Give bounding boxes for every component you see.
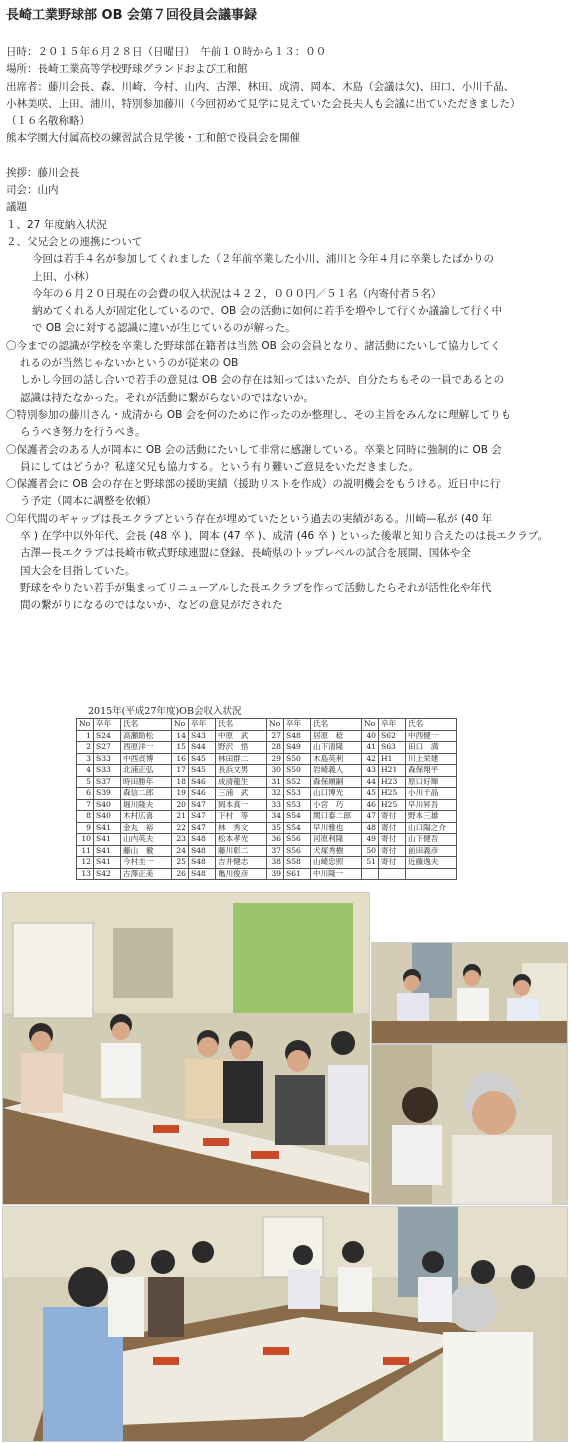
table-cell <box>379 868 406 880</box>
table-cell: 河原利隆 <box>311 834 362 846</box>
table-cell: 長浜文男 <box>216 765 267 777</box>
table-cell: 7 <box>77 799 94 811</box>
table-cell: S37 <box>94 776 121 788</box>
minutes-line: 納めてくれる人が固定化しているので、OB 会の活動に如何に若手を増やして行くか議論して行く中 <box>32 305 503 318</box>
table-header-cell: 氏名 <box>121 719 172 731</box>
table-cell: S27 <box>94 742 121 754</box>
table-cell: 4 <box>77 765 94 777</box>
blank-line <box>6 148 566 165</box>
table-cell: S33 <box>94 753 121 765</box>
table-cell: 8 <box>77 811 94 823</box>
table-cell: S56 <box>284 845 311 857</box>
table-cell: 6 <box>77 788 94 800</box>
table-cell: 林 秀文 <box>216 822 267 834</box>
table-cell: H21 <box>379 765 406 777</box>
table-cell: 16 <box>172 753 189 765</box>
table-cell: 今村圭一 <box>121 857 172 869</box>
meeting-photo-bottom <box>2 1206 568 1442</box>
table-header-cell: 氏名 <box>311 719 362 731</box>
table-cell: 山下清隆 <box>311 742 362 754</box>
table-header-cell: No <box>267 719 284 731</box>
table-cell: S43 <box>189 730 216 742</box>
table-cell: 28 <box>267 742 284 754</box>
table-cell: S62 <box>379 730 406 742</box>
table-cell: S24 <box>94 730 121 742</box>
table-cell: 田口 満 <box>406 742 457 754</box>
table-cell: 寄付 <box>379 811 406 823</box>
table-cell: 関口泰二郎 <box>311 811 362 823</box>
table-header-cell: No <box>172 719 189 731</box>
table-cell: 森信二郎 <box>121 788 172 800</box>
table-header-row <box>77 719 457 731</box>
table-cell: 金丸 裕 <box>121 822 172 834</box>
table-cell: 小宮 巧 <box>311 799 362 811</box>
table-cell: 成清龍生 <box>216 776 267 788</box>
table-cell: 26 <box>172 868 189 880</box>
table-caption: 2015年(平成27年度)OB会収入状況 <box>88 706 242 717</box>
income-table-section <box>76 706 486 880</box>
table-cell: S53 <box>284 799 311 811</box>
table-cell: 1 <box>77 730 94 742</box>
table-cell: 35 <box>267 822 284 834</box>
minutes-line: 今回は若手４名が参加してくれました（２年前卒業した小川、浦川と今年４月に卒業したばかりの <box>32 253 494 266</box>
minutes-line: 認識は持たなかった。それが活動に繋がらないのではないか。 <box>20 391 314 404</box>
minutes-line: 古澤—長エクラブは長崎市軟式野球連盟に登録、長崎県のトップレベルの試合を展開、国体や全 <box>20 547 471 560</box>
table-cell: 高瀬助松 <box>121 730 172 742</box>
table-cell: 48 <box>362 822 379 834</box>
table-cell: 野本三雄 <box>406 811 457 823</box>
table-cell: 寄付 <box>379 834 406 846</box>
table-cell: S48 <box>189 857 216 869</box>
table-cell: 13 <box>77 868 94 880</box>
table-cell: 岡本真一 <box>216 799 267 811</box>
table-cell: S56 <box>284 834 311 846</box>
table-cell: S40 <box>94 811 121 823</box>
table-cell: 時田勝年 <box>121 776 172 788</box>
minutes-line: 出席者：藤川会長、森、川崎、今村、山内、古澤、林田、成清、岡本、木島（会議は欠)、田口、小川千晶、 <box>6 80 515 93</box>
table-cell: 38 <box>267 857 284 869</box>
table-cell: S41 <box>94 845 121 857</box>
table-cell: 中川隆一 <box>311 868 362 880</box>
minutes-line: １、27 年度納入状況 <box>6 218 107 231</box>
minutes-line: 〇保護者会に OB 会の存在と野球部の援助実績（援助リストを作成）の説明機会をもうける。近日中に行 <box>6 478 501 491</box>
table-cell: 藤山 徹 <box>121 845 172 857</box>
table-cell: 西原洋一 <box>121 742 172 754</box>
minutes-line: う予定（岡本に調整を依頼） <box>20 495 157 508</box>
table-cell: 34 <box>267 811 284 823</box>
minutes-line: 野球をやりたい若手が集まってリニューアルした長エクラブを作って活動したらそれが活性化や年代 <box>20 581 492 594</box>
table-cell: S47 <box>189 811 216 823</box>
table-cell: 47 <box>362 811 379 823</box>
table-cell: S48 <box>189 845 216 857</box>
table-row <box>77 788 457 800</box>
table-cell: 23 <box>172 834 189 846</box>
minutes-line: 国大会を目指していた。 <box>20 564 136 577</box>
table-row <box>77 845 457 857</box>
table-cell: S46 <box>189 788 216 800</box>
table-cell: S54 <box>284 822 311 834</box>
table-cell: 前田義彦 <box>406 845 457 857</box>
table-cell: 山口博光 <box>311 788 362 800</box>
minutes-line: 挨拶：藤川会長 <box>6 166 80 179</box>
table-header-cell: 卒年 <box>379 719 406 731</box>
table-cell: 木島英利 <box>311 753 362 765</box>
table-row <box>77 857 457 869</box>
table-cell: 27 <box>267 730 284 742</box>
table-row <box>77 776 457 788</box>
table-cell: S54 <box>284 811 311 823</box>
table-header-cell: 氏名 <box>216 719 267 731</box>
table-cell: 近藤逸夫 <box>406 857 457 869</box>
minutes-line: れるのが当然じゃないかというのが従来の OB <box>20 357 239 370</box>
table-cell: 29 <box>267 753 284 765</box>
table-cell: S53 <box>284 788 311 800</box>
table-row <box>77 799 457 811</box>
table-cell: 51 <box>362 857 379 869</box>
table-cell: 46 <box>362 799 379 811</box>
table-cell: S41 <box>94 834 121 846</box>
minutes-body <box>6 44 566 615</box>
table-cell: 山下健吾 <box>406 834 457 846</box>
table-cell: 3 <box>77 753 94 765</box>
table-cell: 31 <box>267 776 284 788</box>
table-cell: 15 <box>172 742 189 754</box>
table-cell: 寄付 <box>379 857 406 869</box>
table-cell: S58 <box>284 857 311 869</box>
table-cell: 14 <box>172 730 189 742</box>
table-cell: 45 <box>362 788 379 800</box>
table-cell: S44 <box>189 742 216 754</box>
table-row <box>77 834 457 846</box>
minutes-line: 場所：長崎工業高等学校野球グランドおよび工和館 <box>6 63 248 76</box>
table-row <box>77 730 457 742</box>
table-cell: 42 <box>362 753 379 765</box>
table-cell: 寄付 <box>379 845 406 857</box>
table-cell: 中西健一 <box>406 730 457 742</box>
table-cell: 堀川隆夫 <box>121 799 172 811</box>
minutes-line: 〇保護者会のある人が岡本に OB 会の活動にたいして非常に感謝している。卒業と同時に強制的に OB 会 <box>6 443 502 456</box>
table-cell: 11 <box>77 845 94 857</box>
meeting-photo-right <box>371 1044 568 1205</box>
table-cell: 下村 等 <box>216 811 267 823</box>
minutes-line: らうべき努力を行うべき。 <box>20 426 146 439</box>
minutes-line: 員にしてはどうか？私達父兄も協力する。という有り難いご意見をいただきました。 <box>20 460 419 473</box>
minutes-line: 熊本学園大付属高校の練習試合見学後・工和館で役員会を開催 <box>6 132 300 145</box>
table-cell: S49 <box>284 742 311 754</box>
table-cell: 北浦正弘 <box>121 765 172 777</box>
table-cell: 亀川俊彦 <box>216 868 267 880</box>
table-row <box>77 822 457 834</box>
table-cell: S52 <box>284 776 311 788</box>
table-cell: 山口陽之介 <box>406 822 457 834</box>
table-cell: S47 <box>189 822 216 834</box>
table-cell: 36 <box>267 834 284 846</box>
table-cell: 寄付 <box>379 822 406 834</box>
table-cell: 43 <box>362 765 379 777</box>
table-cell: 25 <box>172 857 189 869</box>
table-cell: 39 <box>267 868 284 880</box>
table-cell: S46 <box>189 776 216 788</box>
table-cell <box>362 868 379 880</box>
table-cell: 原口好輝 <box>406 776 457 788</box>
table-cell: 林田群二 <box>216 753 267 765</box>
table-cell: 21 <box>172 811 189 823</box>
table-cell: S50 <box>284 765 311 777</box>
minutes-line: しかし今回の話し合いで若手の意見は OB 会の存在は知ってはいたが、自分たちもその一員であるとの <box>20 374 505 387</box>
table-cell: S61 <box>284 868 311 880</box>
table-cell: H25 <box>379 788 406 800</box>
table-cell: 2 <box>77 742 94 754</box>
table-cell: 37 <box>267 845 284 857</box>
table-cell: 12 <box>77 857 94 869</box>
table-cell: 41 <box>362 742 379 754</box>
table-cell: 野沢 悟 <box>216 742 267 754</box>
table-cell: S45 <box>189 753 216 765</box>
table-cell: 三浦 武 <box>216 788 267 800</box>
table-cell: 早川雅也 <box>311 822 362 834</box>
table-cell: S48 <box>189 868 216 880</box>
minutes-line: 間の繋がりになるのではないか、などの意見がだされた <box>20 599 283 612</box>
table-cell: 小川千晶 <box>406 788 457 800</box>
table-cell: S63 <box>379 742 406 754</box>
table-cell: 川上栄建 <box>406 753 457 765</box>
table-cell: 22 <box>172 822 189 834</box>
table-cell: S47 <box>189 799 216 811</box>
table-cell: 中原 武 <box>216 730 267 742</box>
table-cell: 17 <box>172 765 189 777</box>
table-cell: H1 <box>379 753 406 765</box>
minutes-line: で OB 会に対する認識に違いが生じているのが解った。 <box>32 322 296 335</box>
table-cell: 50 <box>362 845 379 857</box>
table-header-cell: No <box>77 719 94 731</box>
table-row <box>77 811 457 823</box>
table-cell: 10 <box>77 834 94 846</box>
table-cell: H25 <box>379 799 406 811</box>
table-header-cell: 卒年 <box>284 719 311 731</box>
table-cell: S40 <box>94 799 121 811</box>
minutes-line: 〇特別参加の藤川さん・成清から OB 会を何のために作ったのか整理し、その主旨をみんなに理解してりも <box>6 408 512 421</box>
table-cell: S33 <box>94 765 121 777</box>
table-cell: S45 <box>189 765 216 777</box>
minutes-line: （１６名敬称略） <box>6 115 90 128</box>
minutes-line: 〇年代間のギャップは長エクラブという存在が埋めていたという過去の実績がある。川崎—私が (40 年 <box>6 512 493 525</box>
table-cell: 山崎忠照 <box>311 857 362 869</box>
table-cell: 30 <box>267 765 284 777</box>
table-cell: S48 <box>284 730 311 742</box>
table-header-cell: No <box>362 719 379 731</box>
minutes-line: 日時：２０１５年６月２８日（日曜日） 午前１０時から１３：００ <box>6 46 327 58</box>
table-cell: 早川昇吾 <box>406 799 457 811</box>
table-row <box>77 765 457 777</box>
table-cell: 9 <box>77 822 94 834</box>
minutes-line: 議題 <box>6 201 27 214</box>
table-cell: S41 <box>94 822 121 834</box>
table-cell: 木村広喜 <box>121 811 172 823</box>
table-cell: S39 <box>94 788 121 800</box>
table-row <box>77 753 457 765</box>
minutes-line: 小林美咲、上田、浦川、特別参加藤川（今回初めて見学に見えていた会長夫人も会議に出ていただきました） <box>6 97 521 110</box>
minutes-line: 上田、小林） <box>32 270 95 283</box>
table-header-cell: 卒年 <box>94 719 121 731</box>
table-cell: 49 <box>362 834 379 846</box>
minutes-line: ２、父兄会との連携について <box>6 235 143 248</box>
table-cell: 19 <box>172 788 189 800</box>
table-cell: S42 <box>94 868 121 880</box>
table-cell: 居原 稔 <box>311 730 362 742</box>
minutes-line: 〇今までの認識が学校を卒業した野球部在籍者は当然 OB 会の会員となり、諸活動にたいして協力してく <box>6 339 501 352</box>
minutes-line: 今年の６月２０日現在の会費の収入状況は４２２，０００円／５１名（内寄付者５名） <box>32 287 442 300</box>
table-cell: 松本孝光 <box>216 834 267 846</box>
table-cell: 32 <box>267 788 284 800</box>
table-header-cell: 氏名 <box>406 719 457 731</box>
table-cell: 藤川彰二 <box>216 845 267 857</box>
table-cell: 森保翔平 <box>406 765 457 777</box>
table-cell <box>406 868 457 880</box>
table-cell: 5 <box>77 776 94 788</box>
income-table <box>76 718 457 880</box>
table-row <box>77 868 457 880</box>
table-cell: S50 <box>284 753 311 765</box>
table-cell: H23 <box>379 776 406 788</box>
table-cell: 18 <box>172 776 189 788</box>
table-cell: S48 <box>189 834 216 846</box>
table-row <box>77 742 457 754</box>
table-cell: 44 <box>362 776 379 788</box>
table-cell: 山内英夫 <box>121 834 172 846</box>
meeting-photo-top-right <box>371 942 568 1044</box>
table-cell: 吉井健志 <box>216 857 267 869</box>
table-cell: 古澤正美 <box>121 868 172 880</box>
table-cell: 40 <box>362 730 379 742</box>
minutes-line: 司会：山内 <box>6 184 59 197</box>
meeting-photo-main-image <box>3 893 369 1204</box>
table-cell: 33 <box>267 799 284 811</box>
meeting-photo-main <box>2 892 370 1205</box>
table-cell: 森保順嗣 <box>311 776 362 788</box>
minutes-line: 卒 ) 在学中以外年代、会長 (48 卒 )、岡本 (47 卒 )、成清 (46 卒 ) といった後輩と知り合えたのは長エクラブ。 <box>20 530 548 543</box>
table-cell: 犬塚秀樹 <box>311 845 362 857</box>
table-cell: 20 <box>172 799 189 811</box>
table-cell: S41 <box>94 857 121 869</box>
table-cell: 24 <box>172 845 189 857</box>
document-title: 長崎工業野球部 OB 会第７回役員会議事録 <box>6 8 258 23</box>
table-cell: 岩崎義人 <box>311 765 362 777</box>
table-cell: 中西貞博 <box>121 753 172 765</box>
table-header-cell: 卒年 <box>189 719 216 731</box>
